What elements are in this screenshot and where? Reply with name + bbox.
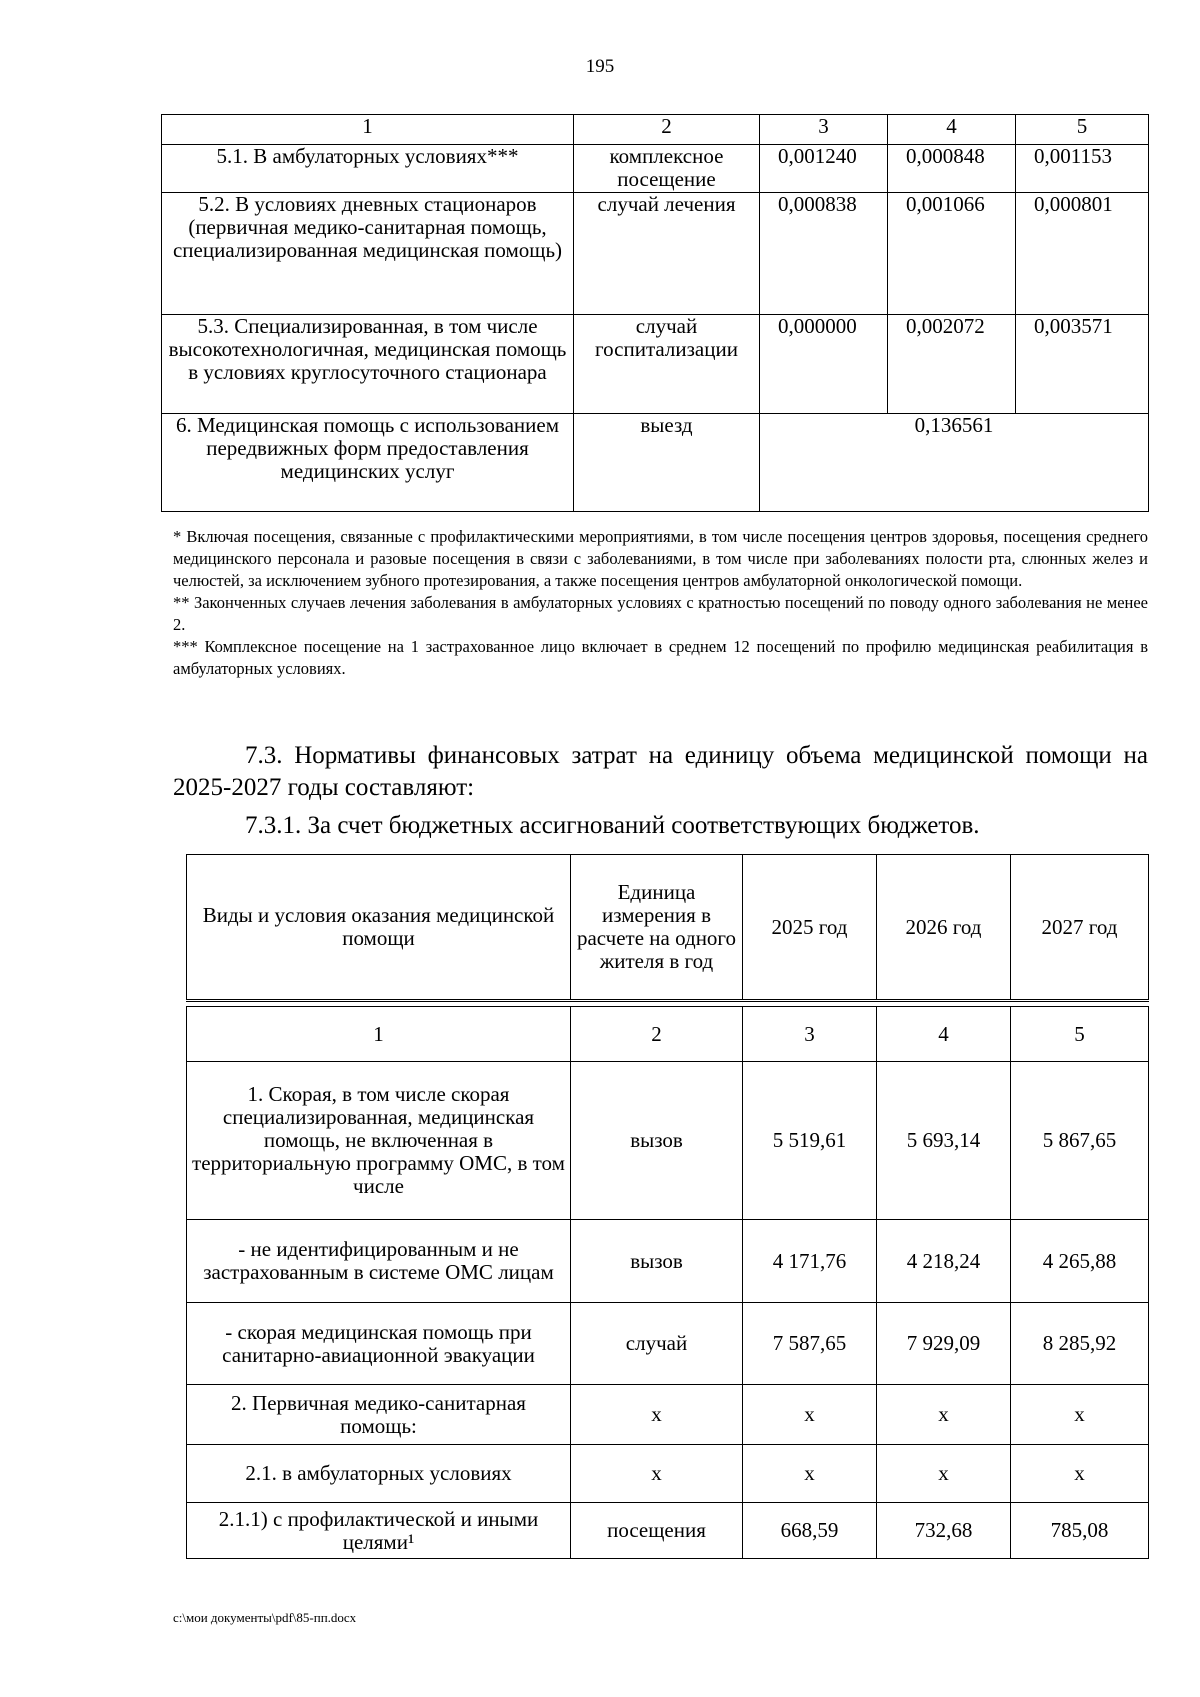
row-label: 5.3. Специализированная, в том числе высокотехнологичная, медицинская помощь в условиях круглосуточного стационара [162,315,574,414]
value-cell: 4 218,24 [877,1220,1011,1303]
table-row [162,414,1149,512]
value-cell: х [743,1385,877,1445]
value-cell: 0,000801 [1016,193,1149,315]
table-header-row [162,115,1149,145]
column-number: 5 [1011,1007,1149,1062]
header-cell: 3 [760,115,888,145]
row-label: 2.1.1) с профилактической и иными целями¹ [187,1503,571,1559]
header-cell: 5 [1016,115,1149,145]
table-header-row [187,855,1149,1001]
header-cell: 4 [888,115,1016,145]
row-unit: вызов [571,1062,743,1220]
table-continuation [161,114,1149,512]
value-cell: 0,002072 [888,315,1016,414]
table-row [187,1385,1149,1445]
table-row [187,1445,1149,1503]
row-unit: случай госпитализации [574,315,760,414]
row-label: 2.1. в амбулаторных условиях [187,1445,571,1503]
footnotes [173,526,1148,680]
value-cell: 0,001240 [760,145,888,193]
column-number-row [187,1007,1149,1062]
value-cell: 5 519,61 [743,1062,877,1220]
section-heading [173,740,1148,804]
value-cell: х [877,1385,1011,1445]
column-number: 1 [187,1007,571,1062]
row-unit: вызов [571,1220,743,1303]
table-row [162,315,1149,414]
footnote: * Включая посещения, связанные с профилактическими мероприятиями, в том числе посещения центров здоровья, посещения среднего медицинского персонала и разовые посещения в связи с заболеваниями, в том числе при заболеваниях полости рта, слюнных желез и челюстей, за исключением зубного протезирования, а также посещения центров амбулаторной онкологической помощи. [173,527,1148,590]
table-row [187,1062,1149,1220]
table-row [162,145,1149,193]
value-cell: х [877,1445,1011,1503]
value-cell: 0,000000 [760,315,888,414]
row-label: 6. Медицинская помощь с использованием передвижных форм предоставления медицинских услуг [162,414,574,512]
row-label: 5.1. В амбулаторных условиях*** [162,145,574,193]
financial-standards-table [186,854,1149,1559]
value-cell: 4 265,88 [1011,1220,1149,1303]
value-cell: 7 587,65 [743,1303,877,1385]
column-number: 4 [877,1007,1011,1062]
footnote: *** Комплексное посещение на 1 застрахованное лицо включает в среднем 12 посещений по профилю медицинская реабилитация в амбулаторных условиях. [173,637,1148,678]
row-label: 1. Скорая, в том числе скорая специализированная, медицинская помощь, не включенная в территориальную программу ОМС, в том числе [187,1062,571,1220]
column-number: 2 [571,1007,743,1062]
value-cell: 5 693,14 [877,1062,1011,1220]
row-label: - не идентифицированным и не застрахованным в системе ОМС лицам [187,1220,571,1303]
value-cell: х [1011,1385,1149,1445]
table-row [187,1220,1149,1303]
value-cell: 0,000838 [760,193,888,315]
table-row [187,1503,1149,1559]
value-cell: 732,68 [877,1503,1011,1559]
header-cell: 2027 год [1011,855,1149,1001]
value-cell: 0,003571 [1016,315,1149,414]
subsection-heading: 7.3.1. За счет бюджетных ассигнований соответствующих бюджетов. [245,812,980,839]
footnote: ** Законченных случаев лечения заболевания в амбулаторных условиях с кратностью посещений по поводу одного заболевания не менее 2. [173,593,1148,634]
table-row [162,193,1149,315]
header-cell: 1 [162,115,574,145]
value-cell: 4 171,76 [743,1220,877,1303]
value-cell: 0,000848 [888,145,1016,193]
value-cell: 0,001153 [1016,145,1149,193]
header-cell: Единица измерения в расчете на одного жителя в год [571,855,743,1001]
row-label: - скорая медицинская помощь при санитарно-авиационной эвакуации [187,1303,571,1385]
row-label: 5.2. В условиях дневных стационаров (первичная медико-санитарная помощь, специализированная медицинская помощь) [162,193,574,315]
value-cell: 668,59 [743,1503,877,1559]
value-cell: 785,08 [1011,1503,1149,1559]
value-cell: х [743,1445,877,1503]
row-unit: х [571,1445,743,1503]
file-path-footer: c:\мои документы\pdf\85-пп.docx [173,1610,357,1625]
row-unit: х [571,1385,743,1445]
merged-value-cell: 0,136561 [760,414,1149,512]
table-row [187,1303,1149,1385]
row-unit: случай лечения [574,193,760,315]
page-number: 195 [585,56,615,77]
header-cell: 2025 год [743,855,877,1001]
row-label: 2. Первичная медико-санитарная помощь: [187,1385,571,1445]
header-cell: Виды и условия оказания медицинской помощи [187,855,571,1001]
section-heading-text: 7.3. Нормативы финансовых затрат на единицу объема медицинской помощи на 2025-2027 годы составляют: [173,742,1148,801]
column-number: 3 [743,1007,877,1062]
row-unit: выезд [574,414,760,512]
row-unit: посещения [571,1503,743,1559]
value-cell: 5 867,65 [1011,1062,1149,1220]
row-unit: комплексное посещение [574,145,760,193]
value-cell: 8 285,92 [1011,1303,1149,1385]
value-cell: 0,001066 [888,193,1016,315]
header-cell: 2026 год [877,855,1011,1001]
row-unit: случай [571,1303,743,1385]
header-cell: 2 [574,115,760,145]
value-cell: х [1011,1445,1149,1503]
value-cell: 7 929,09 [877,1303,1011,1385]
